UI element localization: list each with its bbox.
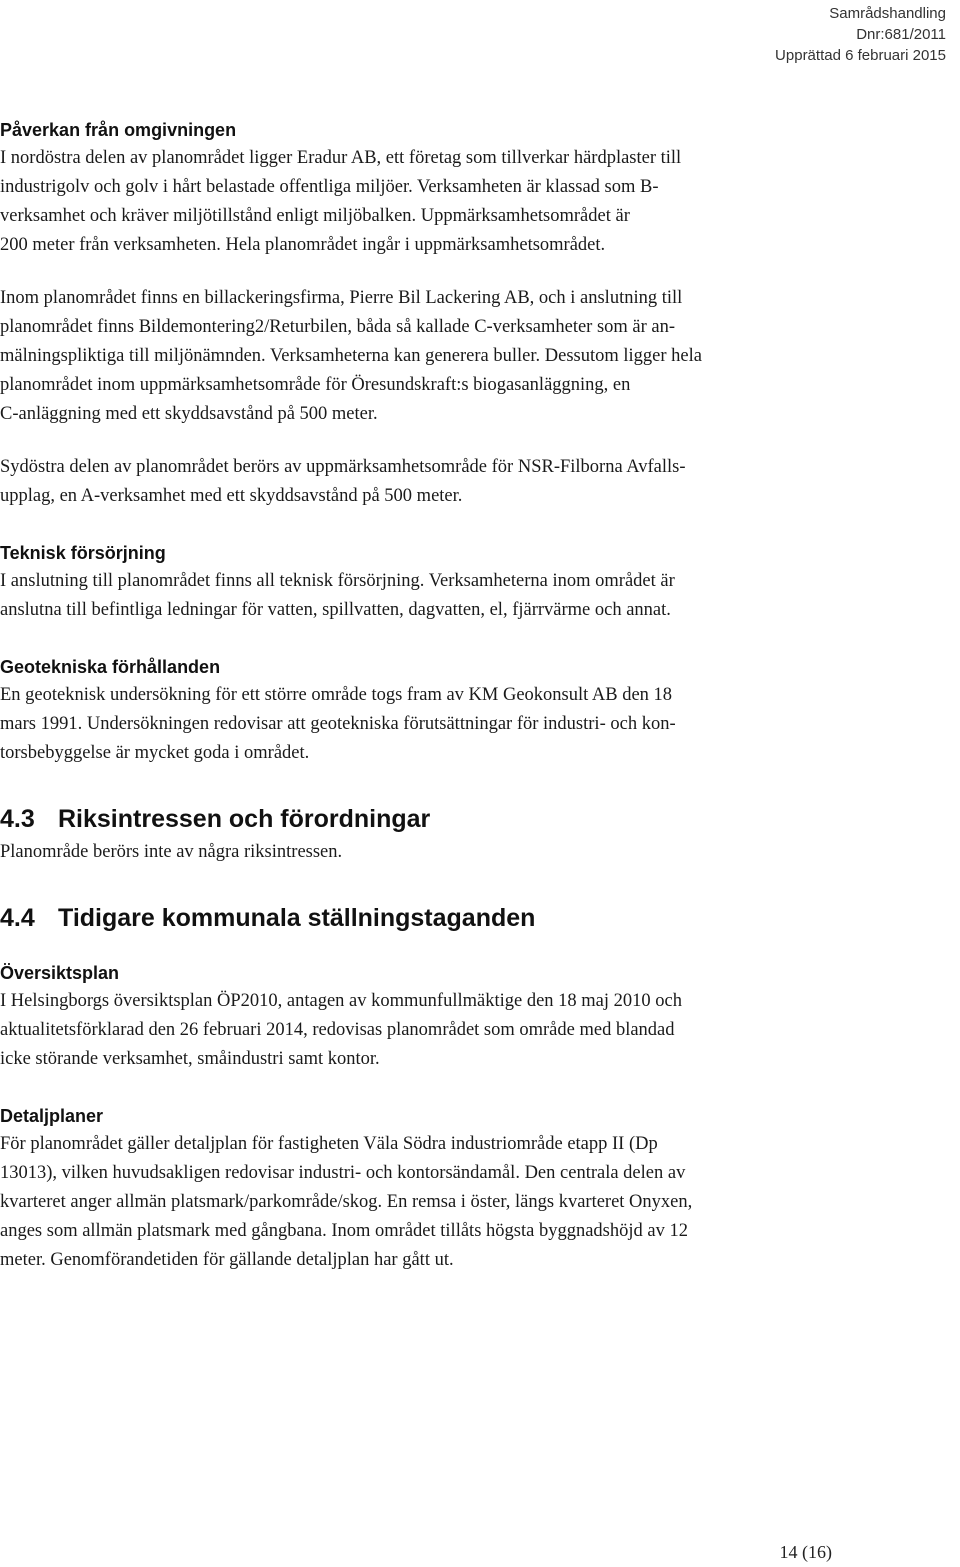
heading-geotekniska: Geotekniska förhållanden xyxy=(0,657,221,677)
paragraph-omgivningen-1: I nordöstra delen av planområdet ligger Eradur AB, ett företag som tillverkar härdplaster till industrigolv och golv i hårt belastade offentliga miljöer. Verksamheten är klassad som B- verksamhet och kräver miljötillstånd enligt miljöbalken. Uppmärksamhetsområdet är 200 meter från verksamheten. Hela planområdet ingår i uppmärksamhetsområdet. xyxy=(0,148,682,255)
document-dnr: Dnr:681/2011 xyxy=(856,26,946,43)
paragraph-oversiktsplan: I Helsingborgs översiktsplan ÖP2010, antagen av kommunfullmäktige den 18 maj 2010 och aktualitetsförklarad den 26 februari 2014, redovisas planområdet som område med blandad icke störande verksamhet, småindustri samt kontor. xyxy=(0,991,682,1069)
paragraph-riksintressen: Planområde berörs inte av några riksintressen. xyxy=(0,842,343,862)
heading-riksintressen: 4.3 Riksintressen och förordningar xyxy=(0,802,950,836)
section-number: 4.3 xyxy=(0,805,35,833)
document-body xyxy=(0,118,950,1275)
page-number: 14 (16) xyxy=(779,1542,832,1562)
paragraph-omgivningen-3: Sydöstra delen av planområdet berörs av uppmärksamhetsområde för NSR-Filborna Avfalls- upplag, en A-verksamhet med ett skyddsavstånd på 500 meter. xyxy=(0,457,686,506)
paragraph-omgivningen-2: Inom planområdet finns en billackeringsfirma, Pierre Bil Lackering AB, och i anslutning till planområdet finns Bildemontering2/Returbilen, båda så kallade C-verksamheter som är an- mälningspliktiga till miljönämnden. Verksamheterna kan generera buller. Dessutom ligger hela planområdet inom uppmärksamhetsområde för Öresundskraft:s biogasanläggning, en C-anläggning med ett skyddsavstånd på 500 meter. xyxy=(0,288,702,424)
document-date: Upprättad 6 februari 2015 xyxy=(775,47,946,64)
paragraph-detaljplaner: För planområdet gäller detaljplan för fastigheten Väla Södra industriområde etapp II (Dp 13013), vilken huvudsakligen redovisar industri- och kontorsändamål. Den centrala delen av kvarteret anger allmän platsmark/parkområde/skog. En remsa i öster, längs kvarteret Onyxen, anges som allmän platsmark med gångbana. Inom området tillåts högsta byggnadshöjd av 12 meter. Genomförandetiden för gällande detaljplan har gått ut. xyxy=(0,1134,693,1270)
heading-teknisk: Teknisk försörjning xyxy=(0,543,166,563)
heading-tidigare: 4.4 Tidigare kommunala ställningstaganden xyxy=(0,901,950,935)
heading-oversiktsplan: Översiktsplan xyxy=(0,963,120,983)
paragraph-geotekniska: En geoteknisk undersökning för ett större område togs fram av KM Geokonsult AB den 18 mars 1991. Undersökningen redovisar att geotekniska förutsättningar för industri- och kon- torsbebyggelse är mycket goda i området. xyxy=(0,685,676,763)
paragraph-teknisk: I anslutning till planområdet finns all teknisk försörjning. Verksamheterna inom området är anslutna till befintliga ledningar för vatten, spillvatten, dagvatten, el, fjärrvärme och annat. xyxy=(0,571,675,620)
document-status: Samrådshandling xyxy=(829,5,946,22)
document-header xyxy=(775,3,946,66)
section-number: 4.4 xyxy=(0,904,35,932)
heading-omgivningen: Påverkan från omgivningen xyxy=(0,120,237,140)
heading-detaljplaner: Detaljplaner xyxy=(0,1106,104,1126)
